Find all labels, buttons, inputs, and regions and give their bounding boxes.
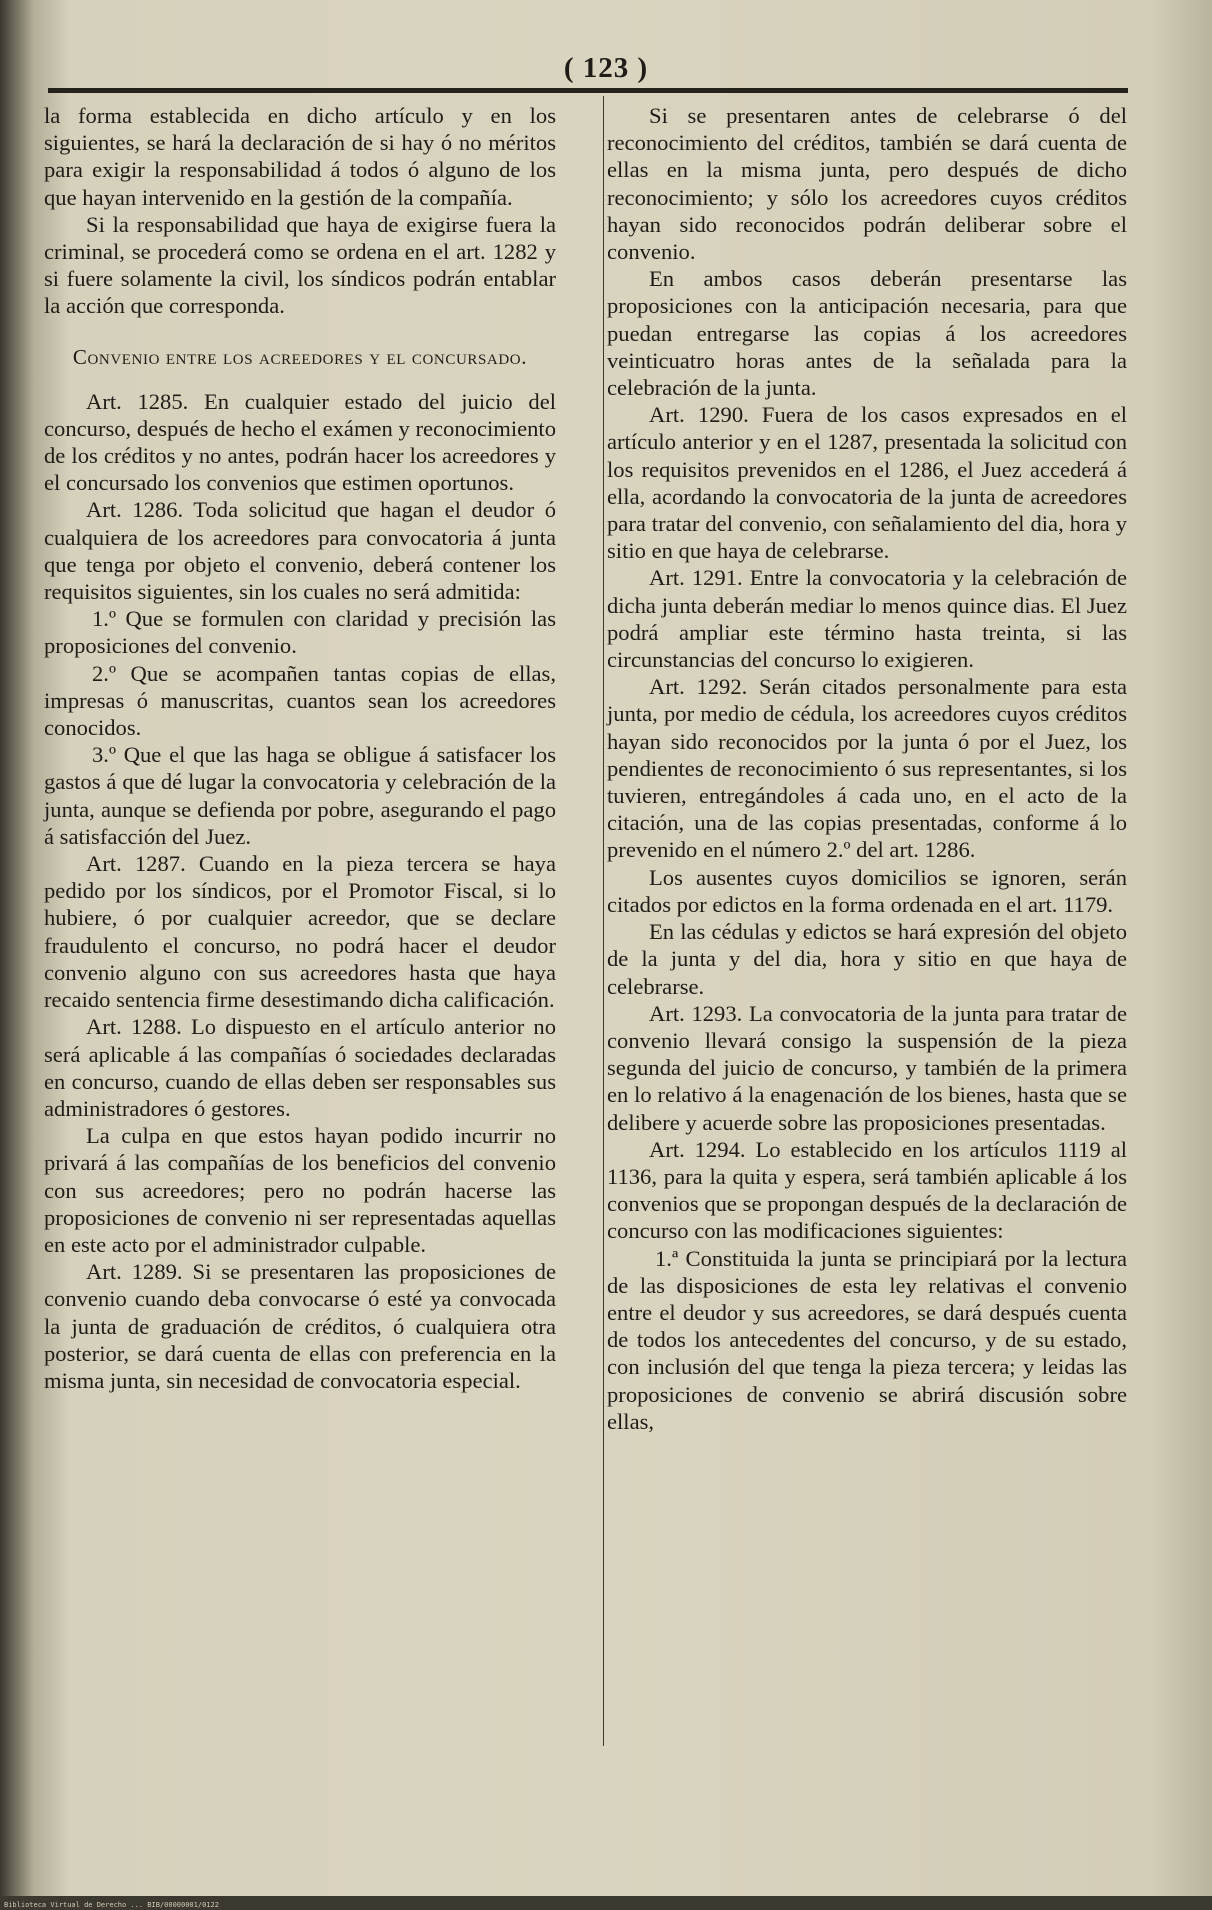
paragraph: 2.º Que se acompañen tantas copias de ellas, impresas ó manuscritas, cuantos sean los acreedores conocidos.: [44, 660, 556, 741]
paragraph: Art. 1288. Lo dispuesto en el artículo anterior no será aplicable á las compañías ó sociedades declaradas en concurso, cuando de ellas deben ser responsables sus administradores ó gestores.: [44, 1014, 556, 1121]
paragraph: 3.º Que el que las haga se obligue á satisfacer los gastos á que dé lugar la convocatoria y celebración de la junta, aunque se defienda por pobre, asegurando el pago á satisfacción del Juez.: [44, 742, 556, 849]
header-rule: [48, 88, 1128, 93]
paragraph: Art. 1291. Entre la convocatoria y la celebración de dicha junta deberán mediar lo menos quince dias. El Juez podrá ampliar este término hasta treinta, si las circunstancias del concurso lo exigieren.: [607, 565, 1127, 673]
paragraph: En ambos casos deberán presentarse las proposiciones con la anticipación necesaria, para que puedan entregarse las copias á los acreedores veinticuatro horas antes de la señalada para la celebración de la junta.: [607, 266, 1127, 401]
footer-strip: [0, 1896, 1212, 1910]
left-column: [44, 102, 556, 1394]
paragraph: Art. 1286. Toda solicitud que hagan el deudor ó cualquiera de los acreedores para convocatoria á junta que tenga por objeto el convenio, deberá contener los requisitos siguientes, sin los cuales no será admitida:: [44, 497, 556, 605]
section-title: Convenio entre los acreedores y el concursado.: [72, 344, 528, 369]
paragraph: La culpa en que estos hayan podido incurrir no privará á las compañías de los beneficios del convenio con sus acreedores; pero no podrán hacerse las proposiciones de convenio ni ser representadas aquellas en este acto por el administrador culpable.: [44, 1123, 556, 1257]
page-number: ( 123 ): [563, 52, 649, 84]
right-column: [607, 102, 1127, 1435]
paragraph: Art. 1289. Si se presentaren las proposiciones de convenio cuando deba convocarse ó esté ya convocada la junta de graduación de créditos, ó cualquiera otra posterior, se dará cuenta de ellas con preferencia en la misma junta, sin necesidad de convocatoria especial.: [44, 1259, 556, 1393]
paragraph: Art. 1292. Serán citados personalmente para esta junta, por medio de cédula, los acreedores cuyos créditos hayan sido reconocidos por la junta ó por el Juez, los pendientes de reconocimiento ó sus representantes, si los tuvieren, entregándoles á cada uno, en el acto de la citación, una de las copias presentadas, conforme á lo prevenido en el número 2.º del art. 1286.: [607, 674, 1127, 863]
footer-text: Biblioteca Virtual de Derecho ... BIB/00000001/0122: [4, 1901, 219, 1909]
paragraph: Si se presentaren antes de celebrarse ó del reconocimiento del créditos, también se dará cuenta de ellas en la misma junta, pero después de dicho reconocimiento; y sólo los acreedores cuyos créditos hayan sido reconocidos podrán deliberar sobre el convenio.: [607, 103, 1127, 265]
paragraph: 1.º Que se formulen con claridad y precisión las proposiciones del convenio.: [44, 606, 556, 659]
paragraph: la forma establecida en dicho artículo y en los siguientes, se hará la declaración de si hay ó no méritos para exigir la responsabilidad á todos ó alguno de los que hayan intervenido en la gestión de la compañía.: [44, 103, 556, 210]
paragraph: Art. 1290. Fuera de los casos expresados en el artículo anterior y en el 1287, presentada la solicitud con los requisitos prevenidos en el 1286, el Juez accederá á ella, acordando la convocatoria de la junta de acreedores para tratar del convenio, con señalamiento del dia, hora y sitio en que haya de celebrarse.: [607, 402, 1127, 564]
column-divider: [603, 96, 604, 1746]
paragraph: Si la responsabilidad que haya de exigirse fuera la criminal, se procederá como se ordena en el art. 1282 y si fuere solamente la civil, los síndicos podrán entablar la acción que corresponda.: [44, 211, 556, 319]
paragraph: Art. 1285. En cualquier estado del juicio del concurso, después de hecho el exámen y reconocimiento de los créditos y no antes, podrán hacer los acreedores y el concursado los convenios que estimen oportunos.: [44, 388, 556, 496]
paragraph: Los ausentes cuyos domicilios se ignoren, serán citados por edictos en la forma ordenada en el art. 1179.: [607, 864, 1127, 917]
paragraph: En las cédulas y edictos se hará expresión del objeto de la junta y del dia, hora y sitio en que haya de celebrarse.: [607, 919, 1127, 999]
paragraph: Art. 1293. La convocatoria de la junta para tratar de convenio llevará consigo la suspensión de la pieza segunda del juicio de concurso, y también de la primera en lo relativo á la enagenación de los bienes, hasta que se delibere y acuerde sobre las proposiciones presentadas.: [607, 1000, 1127, 1135]
paragraph: Art. 1294. Lo establecido en los artículos 1119 al 1136, para la quita y espera, será también aplicable á los convenios que se propongan después de la declaración de concurso con las modificaciones siguientes:: [607, 1136, 1127, 1244]
paragraph: Art. 1287. Cuando en la pieza tercera se haya pedido por los síndicos, por el Promotor Fiscal, si lo hubiere, ó por cualquier acreedor, que se declare fraudulento el concurso, no podrá hacer el deudor convenio alguno con sus acreedores hasta que haya recaido sentencia firme desestimando dicha calificación.: [44, 851, 556, 1013]
paragraph: 1.ª Constituida la junta se principiará por la lectura de las disposiciones de esta ley relativas el convenio entre el deudor y sus acreedores, se dará después cuenta de todos los antecedentes del concurso, y de su estado, con inclusión del que tenga la pieza tercera; y leidas las proposiciones de convenio se abrirá discusión sobre ellas,: [607, 1245, 1127, 1434]
